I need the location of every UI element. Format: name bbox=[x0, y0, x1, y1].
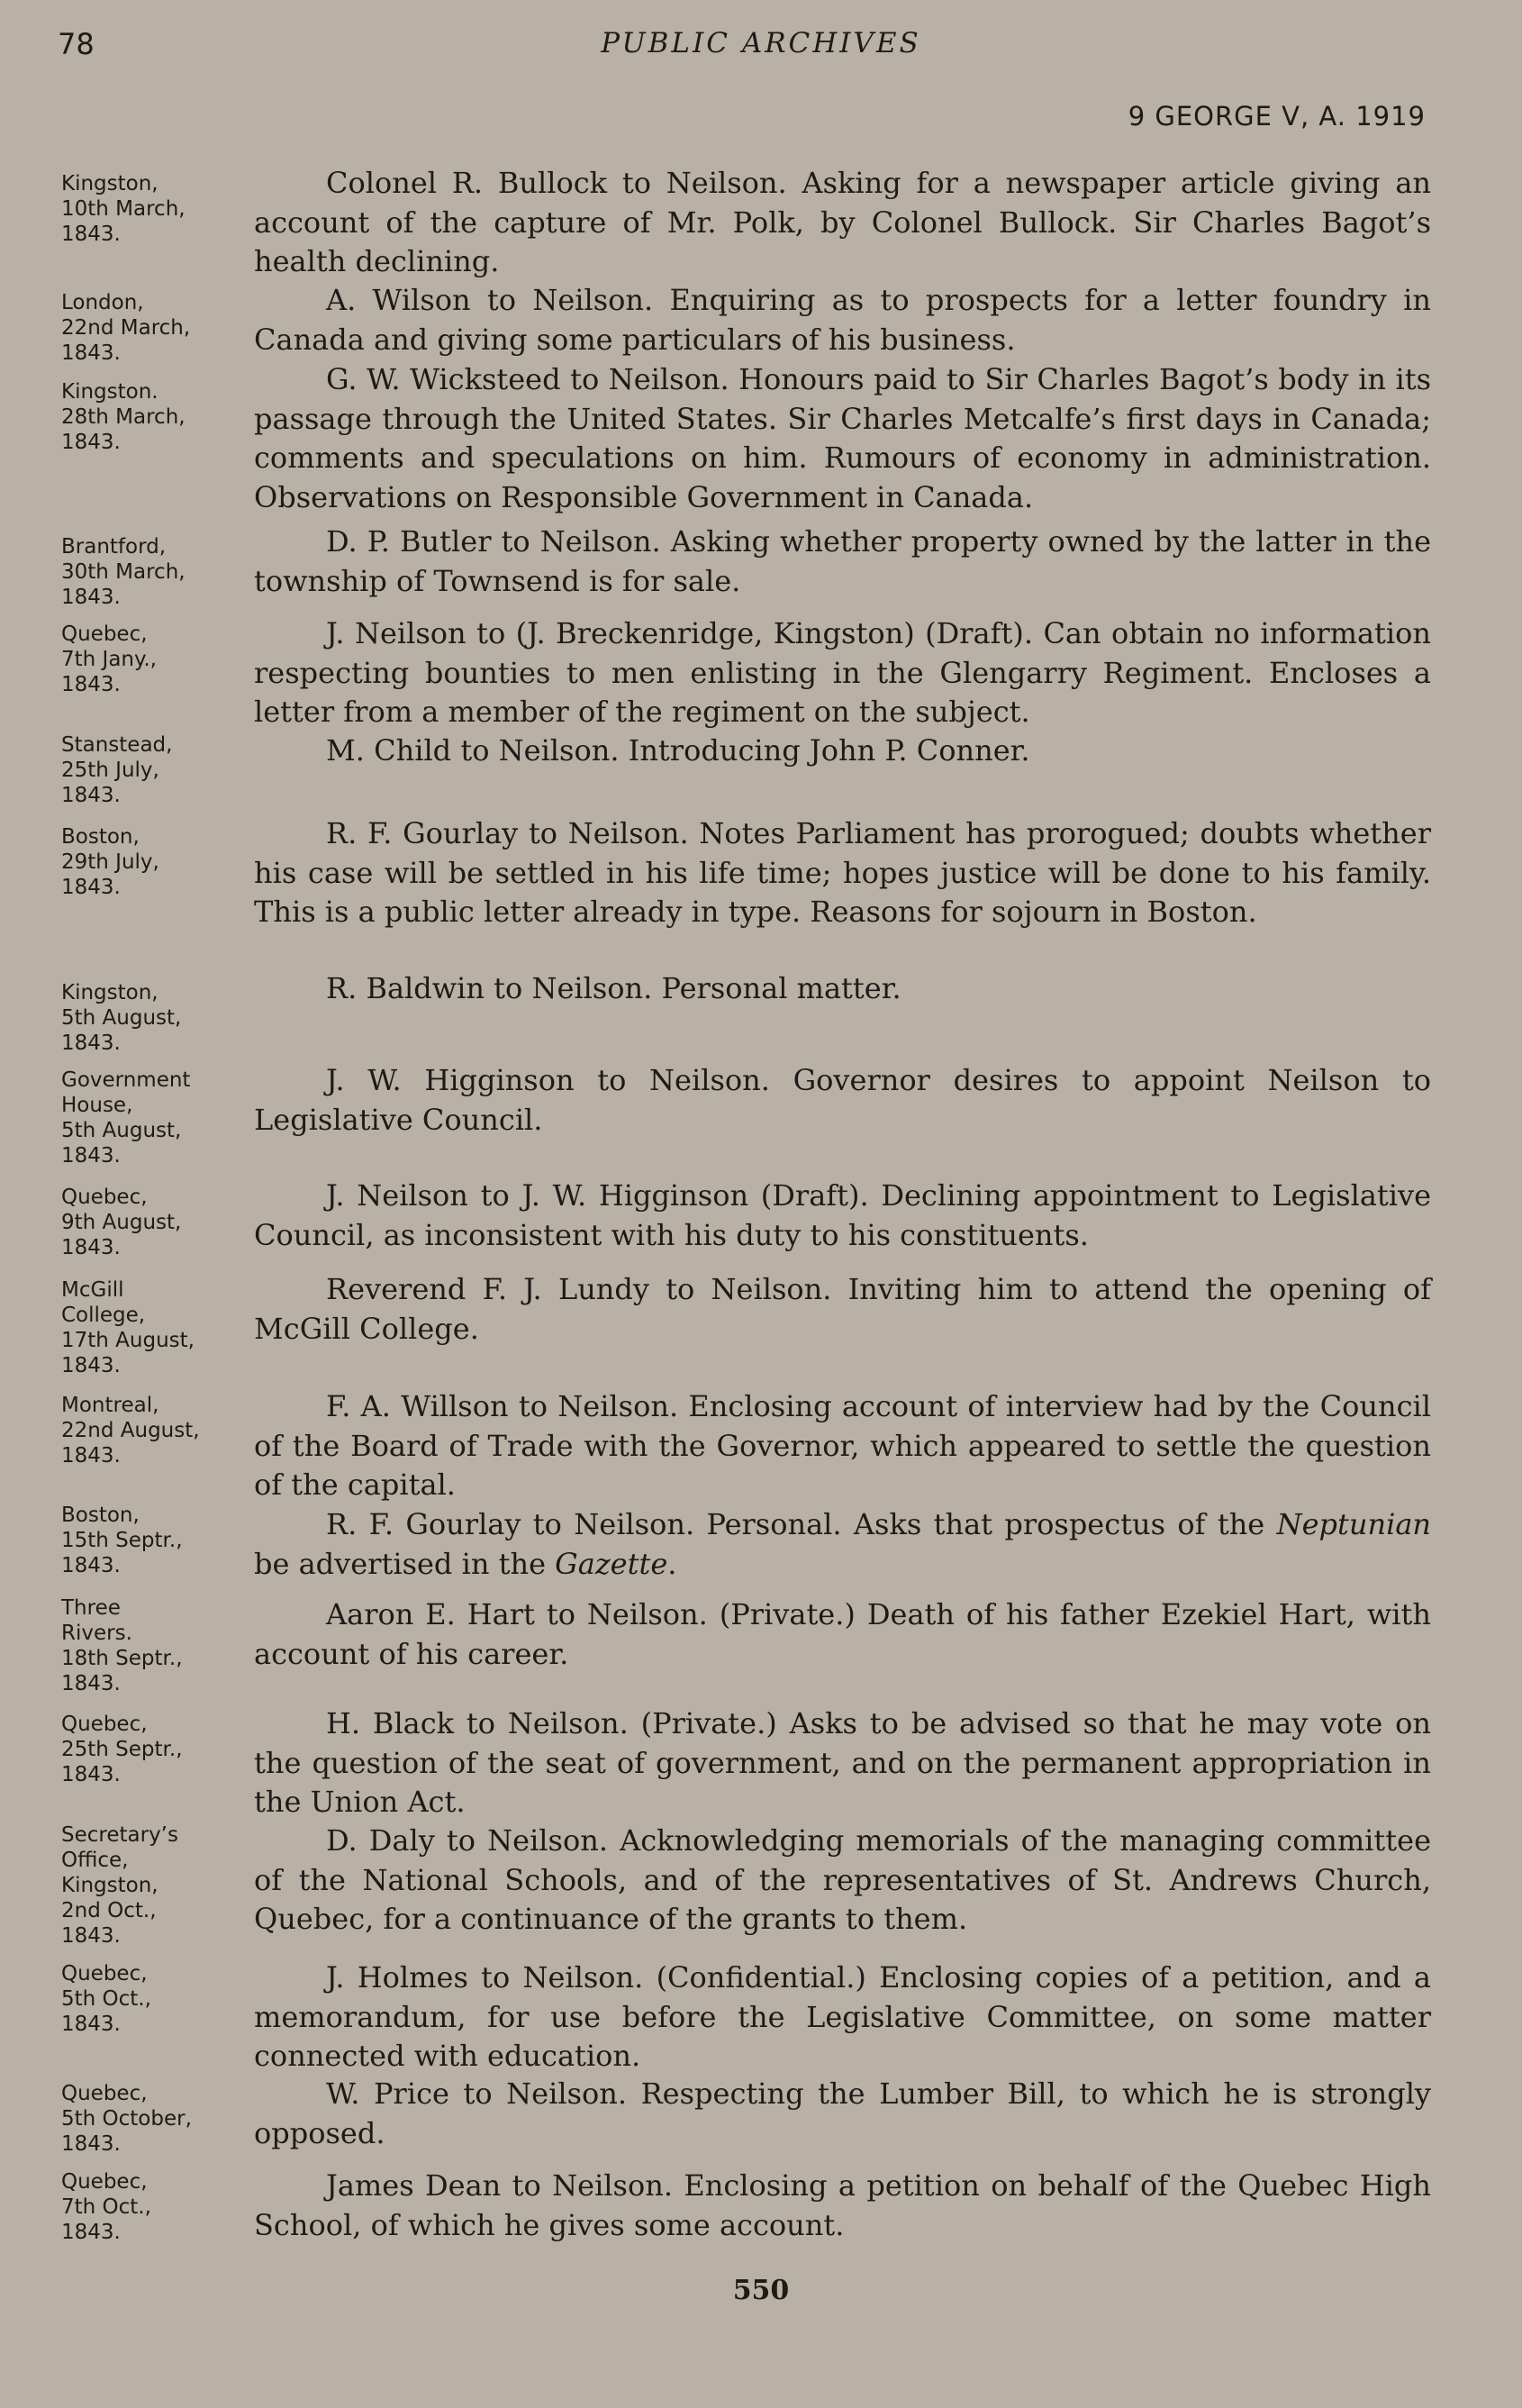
entry-description bbox=[254, 1505, 1431, 1584]
entry-place-date: Boston, 15th Septr., 1843. bbox=[61, 1504, 183, 1577]
entry-title-neptunian: Neptunian bbox=[1276, 1507, 1431, 1541]
folio-number: 550 bbox=[732, 2275, 790, 2306]
entry-description: J. Neilson to (J. Breckenridge, Kingston) (Draft). Can obtain no information respecting bounties to men enlisting in the Glengarry Regiment. Encloses a letter from a member of the regiment on the subject. bbox=[254, 616, 1431, 730]
entry-description: J. Holmes to Neilson. (Confidential.) Enclosing copies of a petition, and a memorandum, for use before the Legislative Committee, on some matter connected with education. bbox=[254, 1960, 1431, 2074]
entry-description: Reverend F. J. Lundy to Neilson. Inviting him to attend the opening of McGill College. bbox=[254, 1272, 1431, 1346]
entry-description: James Dean to Neilson. Enclosing a petition on behalf of the Quebec High School, of which he gives some account. bbox=[254, 2168, 1431, 2242]
regnal-year: 9 GEORGE V, A. 1919 bbox=[1128, 101, 1426, 132]
entry-description: J. Neilson to J. W. Higginson (Draft). Declining appointment to Legislative Council, as inconsistent with his duty to his constituents. bbox=[254, 1178, 1431, 1252]
running-head: PUBLIC ARCHIVES bbox=[601, 27, 921, 59]
entry-place-date: Quebec, 9th August, 1843. bbox=[61, 1186, 182, 1259]
entry-place-date: Boston, 29th July, 1843. bbox=[61, 825, 159, 899]
entry-place-date: Quebec, 5th October, 1843. bbox=[61, 2082, 192, 2156]
entry-description: M. Child to Neilson. Introducing John P. Conner. bbox=[326, 733, 1030, 768]
entry-text: . bbox=[667, 1546, 677, 1581]
entry-place-date: Quebec, 7th Jany., 1843. bbox=[61, 622, 157, 696]
entry-description: A. Wilson to Neilson. Enquiring as to prospects for a letter foundry in Canada and giving some particulars of his business. bbox=[254, 283, 1431, 357]
entry-place-date: Quebec, 7th Oct., 1843. bbox=[61, 2170, 151, 2244]
entry-description: D. Daly to Neilson. Acknowledging memorials of the managing committee of the National Schools, and of the representatives of St. Andrews Church, Quebec, for a continuance of the grants to them. bbox=[254, 1823, 1431, 1937]
entry-place-date: Brantford, 30th March, 1843. bbox=[61, 535, 186, 609]
entry-place-date: Kingston, 5th August, 1843. bbox=[61, 981, 182, 1055]
entry-description: H. Black to Neilson. (Private.) Asks to be advised so that he may vote on the question of the seat of government, and on the permanent appropriation in the Union Act. bbox=[254, 1706, 1431, 1820]
entry-place-date: London, 22nd March, 1843. bbox=[61, 291, 191, 365]
entry-place-date: Secretary’s Office, Kingston, 2nd Oct., 1843. bbox=[61, 1823, 178, 1948]
entry-text: be advertised in the bbox=[254, 1546, 556, 1581]
entry-place-date: Kingston, 10th March, 1843. bbox=[61, 172, 186, 246]
entry-place-date: Quebec, 5th Oct., 1843. bbox=[61, 1962, 151, 2036]
entry-description: D. P. Butler to Neilson. Asking whether property owned by the latter in the township of Townsend is for sale. bbox=[254, 524, 1431, 598]
entry-description: R. F. Gourlay to Neilson. Notes Parliament has prorogued; doubts whether his case will be settled in his life time; hopes justice will be done to his family. This is a public letter already in type. Reasons for sojourn in Boston. bbox=[254, 816, 1431, 930]
entry-text: R. F. Gourlay to Neilson. Personal. Asks that prospectus of the bbox=[326, 1507, 1277, 1541]
entry-description: Colonel R. Bullock to Neilson. Asking for a newspaper article giving an account of the capture of Mr. Polk, by Colonel Bullock. Sir Charles Bagot’s health declining. bbox=[254, 166, 1431, 279]
entry-place-date: Government House, 5th August, 1843. bbox=[61, 1068, 191, 1168]
entry-place-date: Montreal, 22nd August, 1843. bbox=[61, 1394, 200, 1468]
entry-description: W. Price to Neilson. Respecting the Lumber Bill, to which he is strongly opposed. bbox=[254, 2076, 1431, 2150]
entry-place-date: Quebec, 25th Septr., 1843. bbox=[61, 1713, 183, 1786]
entry-place-date: McGill College, 17th August, 1843. bbox=[61, 1278, 195, 1377]
entry-place-date: Stanstead, 25th July, 1843. bbox=[61, 733, 173, 807]
entry-description: R. Baldwin to Neilson. Personal matter. bbox=[326, 971, 901, 1005]
entry-place-date: Three Rivers. 18th Septr., 1843. bbox=[61, 1596, 183, 1695]
entry-description: J. W. Higginson to Neilson. Governor desires to appoint Neilson to Legislative Council. bbox=[254, 1063, 1431, 1137]
entry-description: G. W. Wicksteed to Neilson. Honours paid to Sir Charles Bagot’s body in its passage through the United States. Sir Charles Metcalfe’s first days in Canada; comments and speculations on him. Rumours of economy in administration. Observations on Responsible Government in Canada. bbox=[254, 362, 1431, 514]
entry-place-date: Kingston. 28th March, 1843. bbox=[61, 380, 186, 454]
entry-description: Aaron E. Hart to Neilson. (Private.) Death of his father Ezekiel Hart, with account of his career. bbox=[254, 1597, 1431, 1671]
entry-title-gazette: Gazette bbox=[555, 1546, 668, 1581]
page-number: 78 bbox=[58, 27, 95, 61]
entry-description: F. A. Willson to Neilson. Enclosing account of interview had by the Council of the Board of Trade with the Governor, which appeared to settle the question of the capital. bbox=[254, 1389, 1431, 1503]
